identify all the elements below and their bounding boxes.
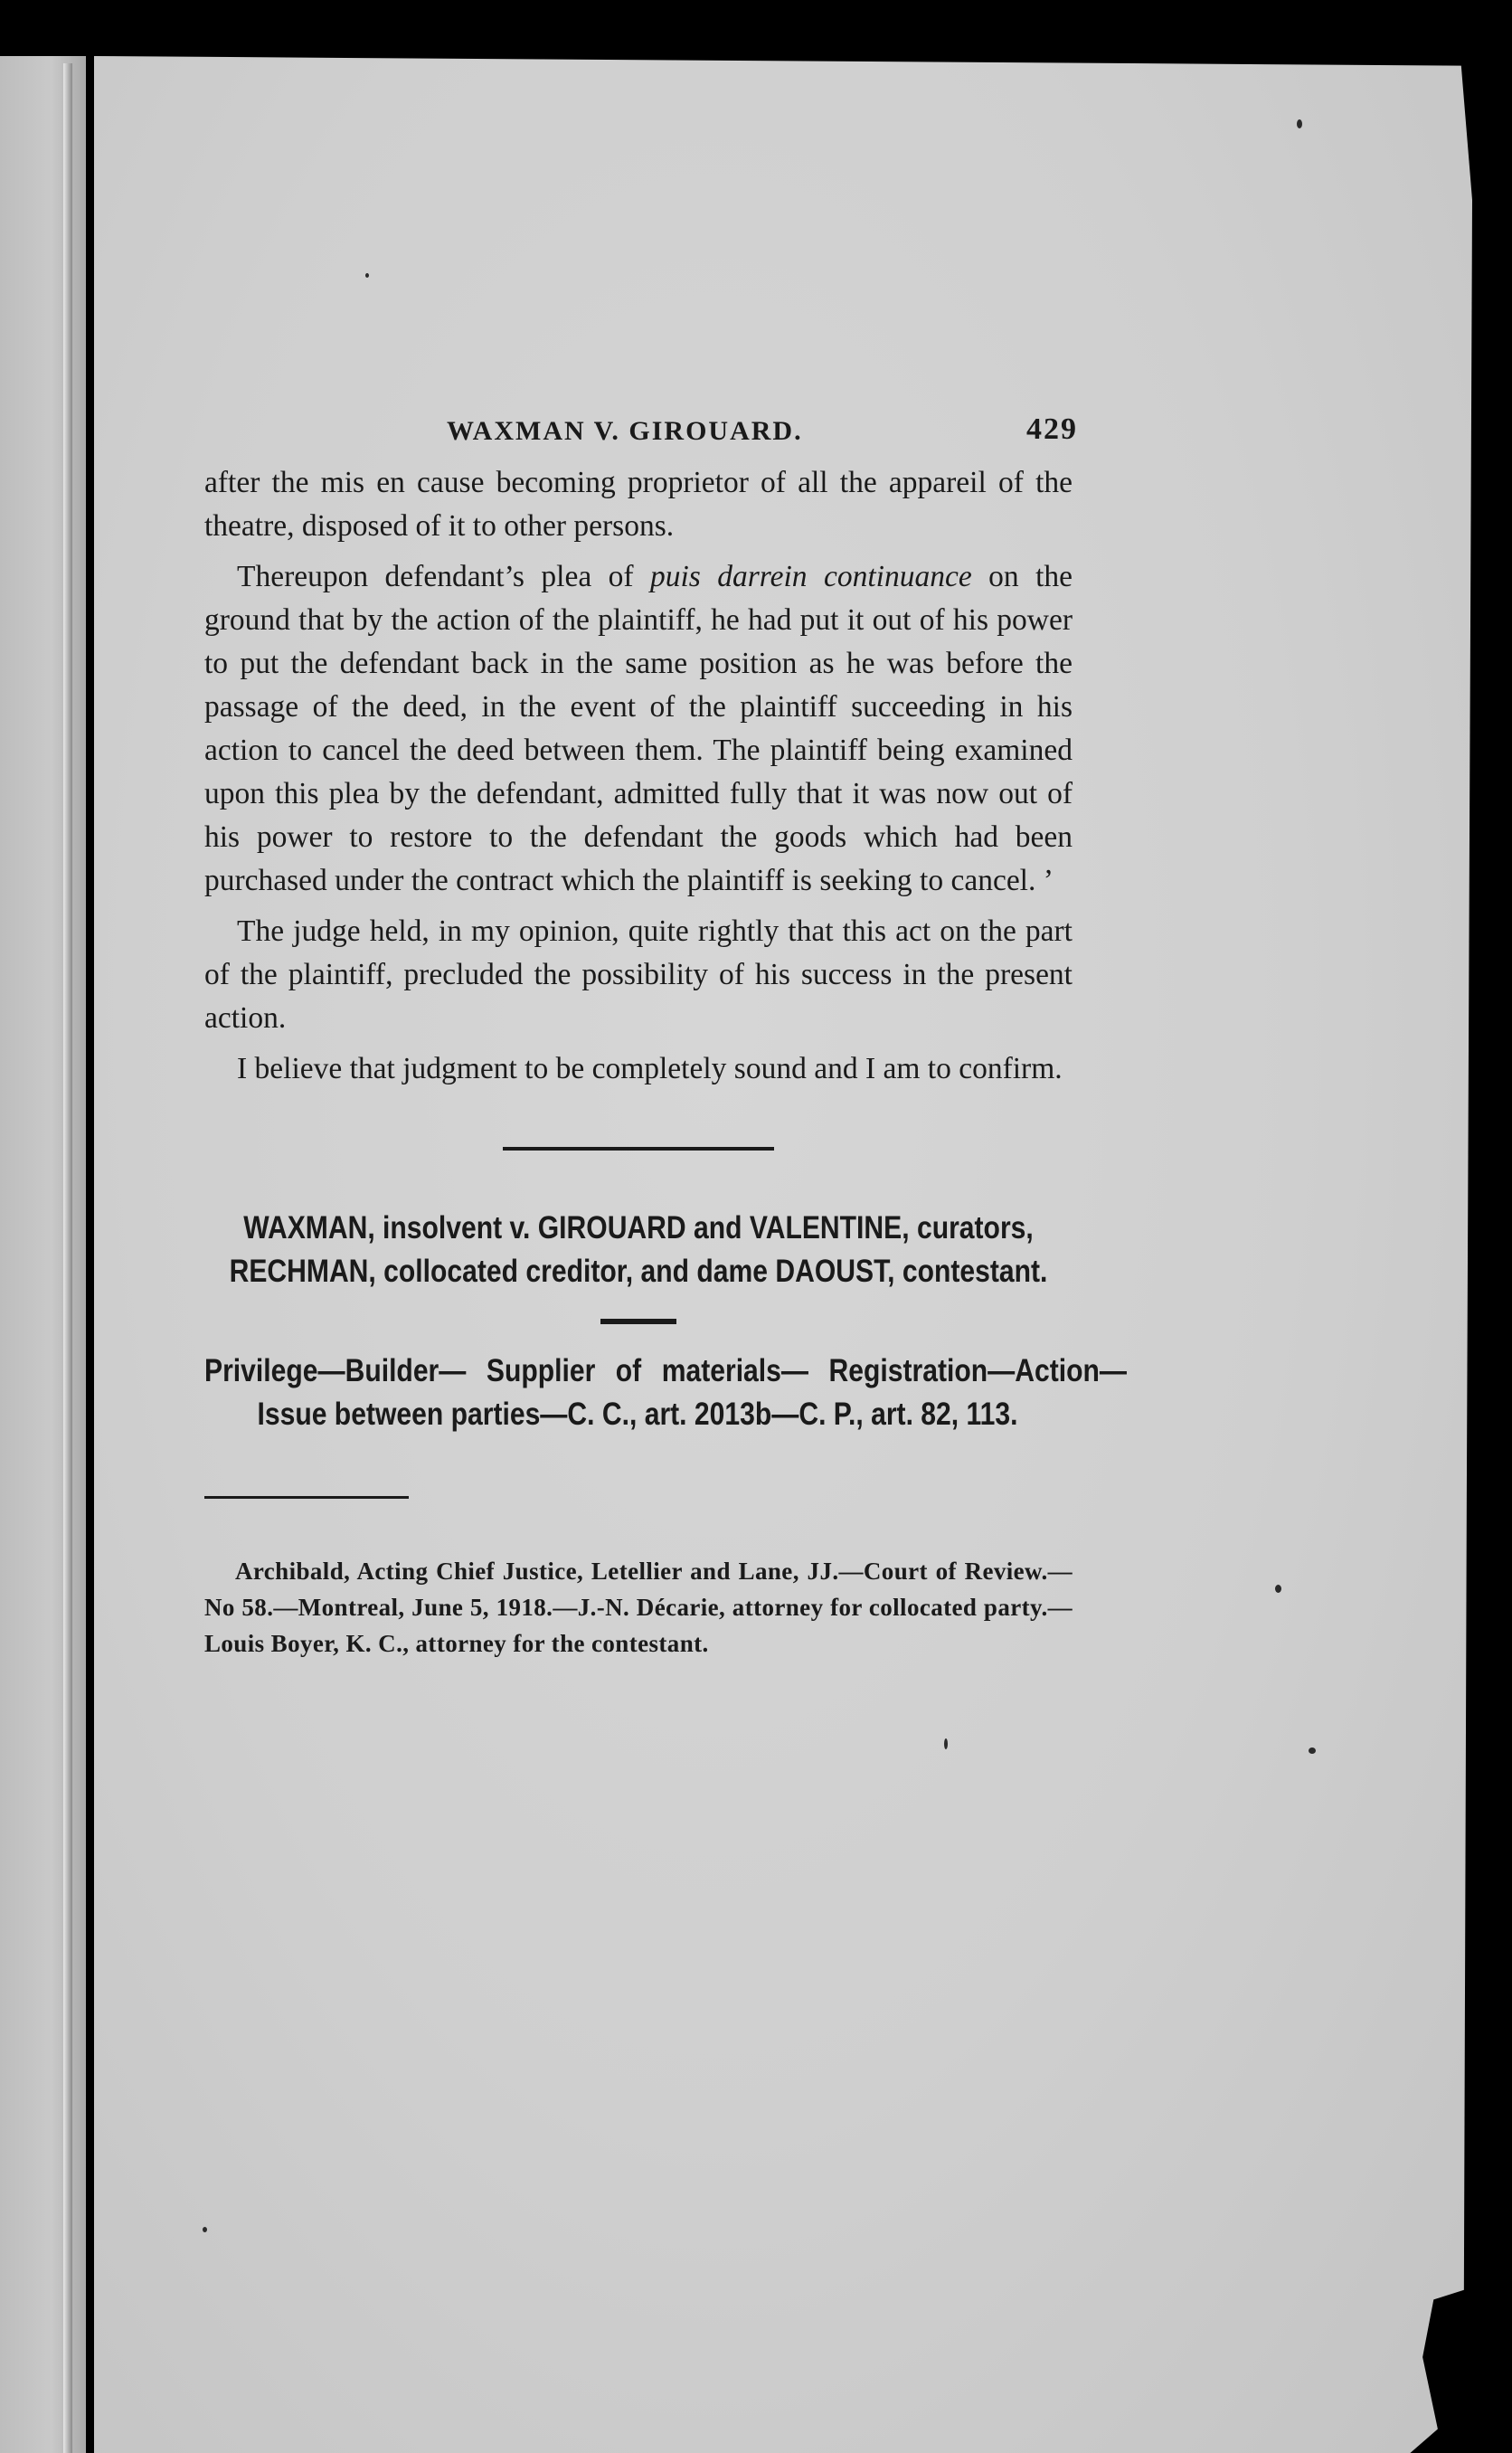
headnote: Privilege—Builder— Supplier of materials— Registration—Action—Issue between parties—C. C., art. 2013b—C. P., art. 82, 113. [204,1353,1127,1432]
page-text [204,412,1127,1662]
page-gutter [63,63,72,2453]
scan-speck [1297,119,1302,128]
scan-speck [944,1738,948,1749]
paragraph-judge-held: The judge held, in my opinion, quite rightly that this act on the part of the plaintiff, precluded the possibility of his success in the present action. [204,914,1073,1035]
paragraph-plea-rest: on the ground that by the action of the plaintiff, he had put it out of his power to put the defendant back in the same position as he was before the passage of the deed, in the event of the plaintiff succeeding in his action to cancel the deed between them. The plaintiff being examined upon this plea by the defendant, admitted fully that it was now out of his power to restore to the defendant the goods which had been purchased under the contract which the plaintiff is seeking to cancel. ’ [204,560,1073,897]
facing-page-edge [0,56,86,2453]
title-rule [600,1319,676,1324]
running-head-title: WAXMAN V. GIROUARD. [447,416,803,446]
headnote-rule [204,1496,409,1499]
scan-speck [1309,1747,1316,1754]
paragraph-plea [204,555,1073,903]
scan-speck [1275,1585,1281,1593]
paragraph-continuation: after the mis en cause becoming proprietor of all the appareil of the theatre, disposed of it to other persons. [204,466,1073,543]
page-number: 429 [1026,412,1078,446]
scan-speck [365,273,369,278]
paragraph-confirm: I believe that judgment to be completely sound and I am to confirm. [237,1052,1063,1085]
latin-term: puis darrein continuance [649,560,972,593]
case-title: WAXMAN, insolvent v. GIROUARD and VALENTINE, curators, RECHMAN, collocated creditor, and dame DAOUST, contestant. [229,1210,1048,1289]
scan-speck [203,2227,207,2232]
court-citation: Archibald, Acting Chief Justice, Letellier and Lane, JJ.—Court of Review.—No 58.—Montreal, June 5, 1918.—J.-N. Décarie, attorney for collocated party.—Louis Boyer, K. C., attorney for the contestant. [204,1558,1073,1657]
paragraph-plea-lead: Thereupon defendant’s plea of [237,560,650,593]
section-divider [503,1147,774,1151]
running-head [204,412,1078,461]
